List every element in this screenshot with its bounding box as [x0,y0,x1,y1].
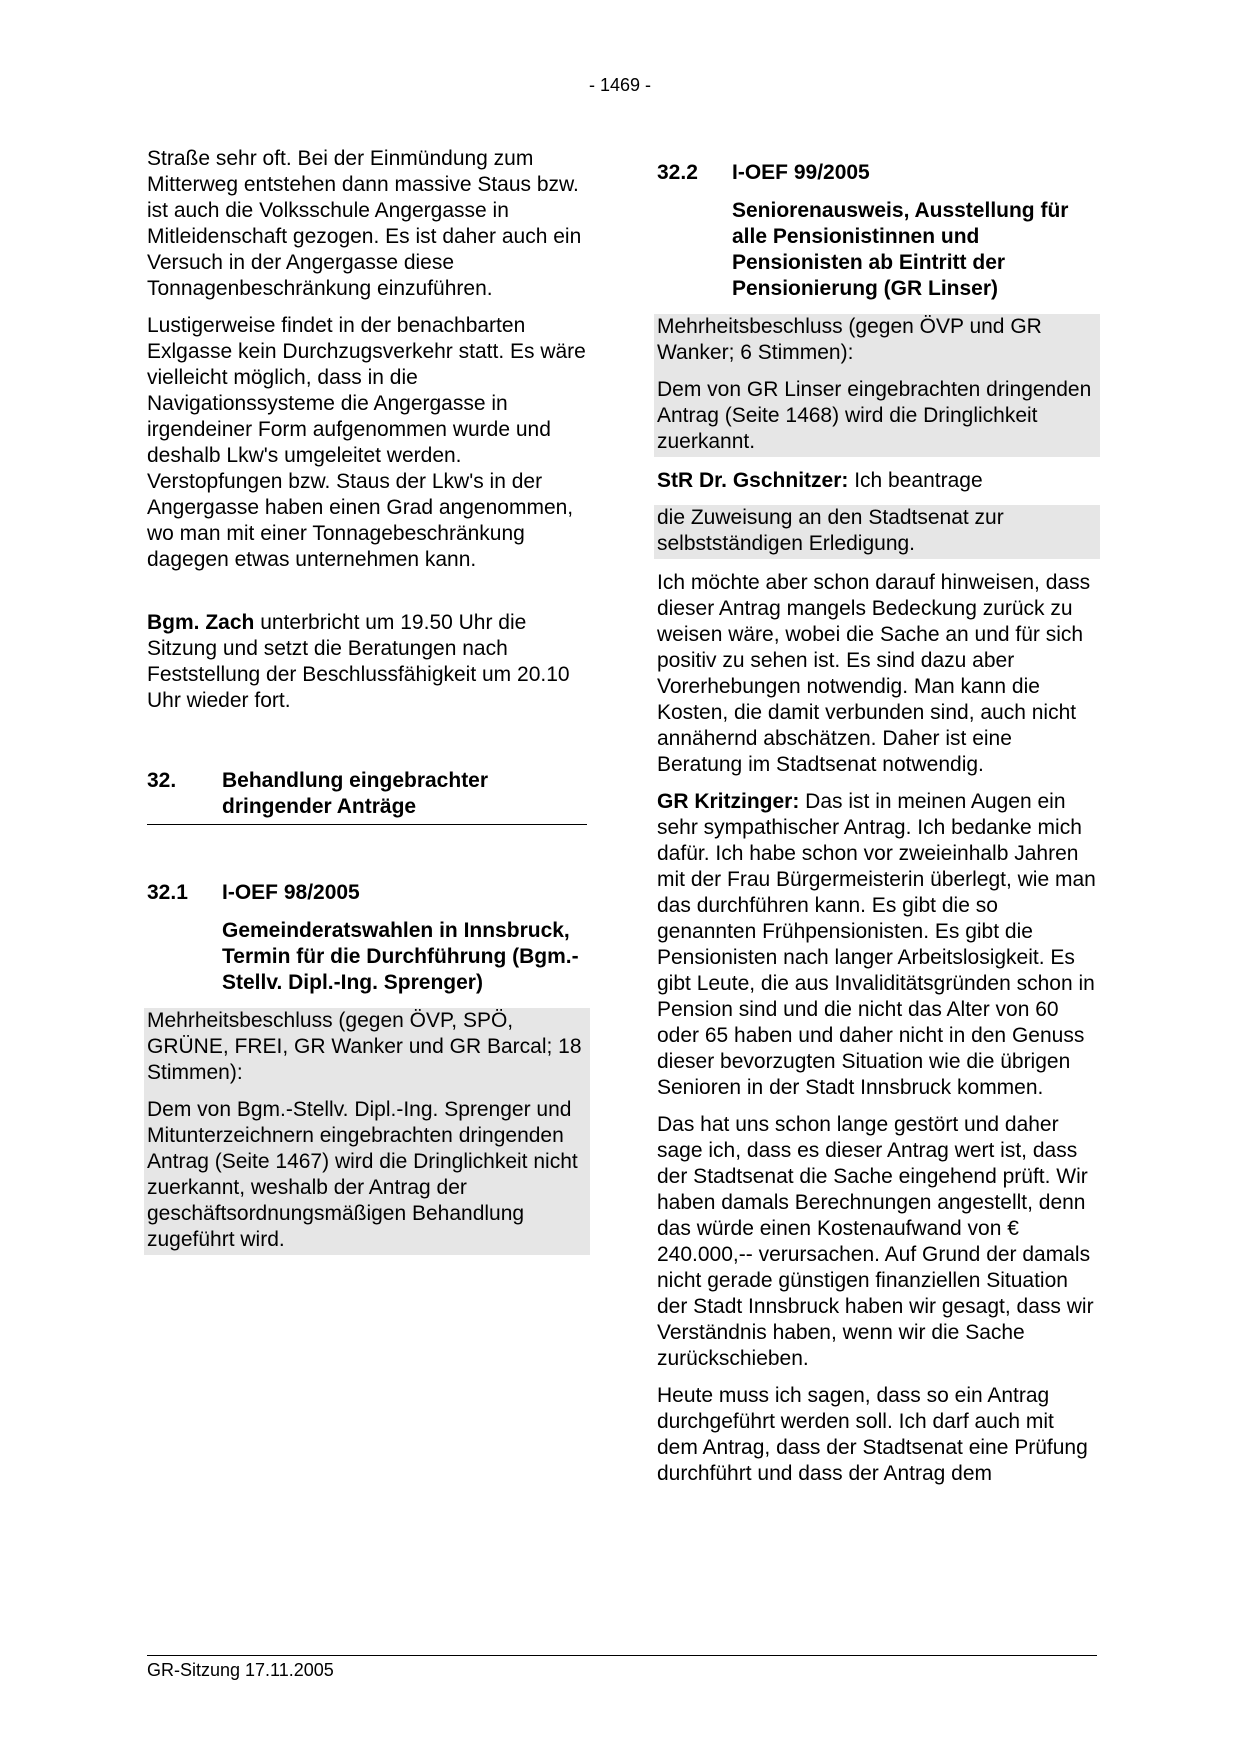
section-heading-32-1 [147,880,587,906]
footer-text: GR-Sitzung 17.11.2005 [147,1660,334,1680]
section-heading-32 [147,768,587,825]
decision-box [654,314,1100,457]
paragraph: Ich möchte aber schon darauf hinweisen, dass dieser Antrag mangels Bedeckung zurück zu weisen wäre, wobei die Sache an und für sich positiv zu sehen ist. Es sind dazu aber Vorerhebungen notwendig. Man kann die Kosten, die damit verbunden sind, auch nicht annähernd abschätzen. Daher ist eine Beratung im Stadtsenat notwendig. [657,571,1091,776]
section-subtitle: Seniorenausweis, Ausstellung für alle Pensionistinnen und Pensionisten ab Eintritt der Pensionierung (GR Linser) [732,199,1069,300]
paragraph: Straße sehr oft. Bei der Einmündung zum Mitterweg entstehen dann massive Staus bzw. ist auch die Volksschule Angergasse in Mitleidenschaft gezogen. Es ist daher auch ein Versuch in der Angergasse diese Tonnagenbeschränkung einzuführen. [147,147,582,300]
speaker-text: Ich beantrage [848,469,983,492]
speaker-name: StR Dr. Gschnitzer: [657,469,849,492]
motion-box [654,505,1100,559]
decision-text: Mehrheitsbeschluss (gegen ÖVP, SPÖ, GRÜNE, FREI, GR Wanker und GR Barcal; 18 Stimmen): [147,1009,582,1084]
section-reference: I-OEF 98/2005 [222,881,360,904]
section-subtitle: Gemeinderatswahlen in Innsbruck, Termin für die Durchführung (Bgm.-Stellv. Dipl.-Ing. Sprenger) [222,919,579,994]
speaker-name: Bgm. Zach [147,611,255,634]
paragraph: Heute muss ich sagen, dass so ein Antrag durchgeführt werden soll. Ich darf auch mit dem Antrag, dass der Stadtsenat eine Prüfung durchführt und dass der Antrag dem [657,1384,1088,1485]
speaker-name: GR Kritzinger: [657,790,800,813]
resolution-text: Dem von GR Linser eingebrachten dringenden Antrag (Seite 1468) wird die Dringlichkeit zuerkannt. [657,378,1092,453]
page-number: - 1469 - [588,75,652,95]
paragraph-speaker [657,789,1097,1101]
section-number: 32.1 [147,881,188,904]
section-number: 32. [147,769,177,792]
paragraph-recess [147,610,587,714]
decision-box [144,1008,590,1255]
section-title: Behandlung eingebrachter dringender Anträge [222,769,489,818]
paragraph-speaker [657,468,1097,494]
speaker-text: Das ist in meinen Augen ein sehr sympathischer Antrag. Ich bedanke mich dafür. Ich habe schon vor zweieinhalb Jahren mit der Frau Bürgermeisterin überlegt, wie man das durchführen kann. Es gibt die so genannten Frühpensionisten. Es gibt die Pensionisten nach langer Arbeitslosigkeit. Es gibt Leute, die aus Invaliditätsgründen schon in Pension sind und die nicht das Alter von 60 oder 65 haben und daher nicht in den Genuss dieser bevorzugten Situation wie die übrigen Senioren in der Stadt Innsbruck kommen. [657,790,1096,1099]
decision-text: Mehrheitsbeschluss (gegen ÖVP und GR Wanker; 6 Stimmen): [657,315,1042,364]
speaker-text: unterbricht um 19.50 Uhr die Sitzung und setzt die Beratungen nach Feststellung der Beschlussfähigkeit um 20.10 Uhr wieder fort. [147,611,570,712]
section-reference: I-OEF 99/2005 [732,161,870,184]
left-column [147,146,587,1255]
resolution-text: Dem von Bgm.-Stellv. Dipl.-Ing. Sprenger und Mitunterzeichnern eingebrachten dringenden Antrag (Seite 1467) wird die Dringlichkeit nicht zuerkannt, weshalb der Antrag der geschäftsordnungsmäßigen Behandlung zugeführt wird. [147,1098,578,1251]
section-heading-32-2 [657,160,1097,186]
motion-text: die Zuweisung an den Stadtsenat zur selbstständigen Erledigung. [657,506,1004,555]
paragraph: Lustigerweise findet in der benachbarten Exlgasse kein Durchzugsverkehr statt. Es wäre vielleicht möglich, dass in die Navigationssysteme die Angergasse in irgendeiner Form aufgenommen wurde und deshalb Lkw's umgeleitet werden. Verstopfungen bzw. Staus der Lkw's in der Angergasse haben einen Grad angenommen, wo man mit einer Tonnagebeschränkung dagegen etwas unternehmen kann. [147,314,586,571]
section-number: 32.2 [657,161,698,184]
right-column [657,160,1097,1487]
footer-divider [147,1655,1097,1656]
paragraph: Das hat uns schon lange gestört und daher sage ich, dass es dieser Antrag wert ist, dass der Stadtsenat die Sache eingehend prüft. Wir haben damals Berechnungen angestellt, denn das würde einen Kostenaufwand von € 240.000,-- verursachen. Auf Grund der damals nicht gerade günstigen finanziellen Situation der Stadt Innsbruck haben wir gesagt, dass wir Verständnis haben, wenn wir die Sache zurückschieben. [657,1113,1094,1370]
